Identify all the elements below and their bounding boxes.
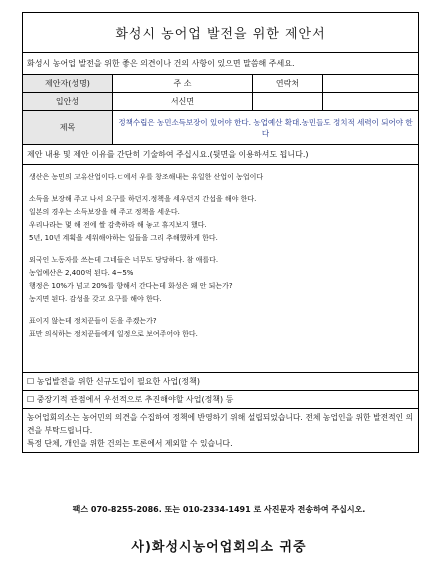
content-line: 5년, 10년 계획을 세워해야하는 일들을 그리 추해했하게 한다. xyxy=(29,234,218,242)
content-heading: 제안 내용 및 제안 이유를 간단히 기술하여 주십시요.(뒷면을 이용하셔도 됩니다.) xyxy=(23,145,418,165)
affiliation-label: 입안성 xyxy=(23,93,113,110)
empty-cell xyxy=(253,93,323,110)
content-line: 외국인 노동자를 쓰는데 그네들은 너무도 당당하다. 참 애를다. xyxy=(29,256,219,264)
check-new-policy[interactable]: ☐ 농업발전을 위한 신규도입이 필요한 사업(정책) xyxy=(23,373,418,391)
fax-instruction: 팩스 070-8255-2086. 또는 010-2334-1491 로 사진문자 전송하여 주십시오. xyxy=(72,505,366,514)
affiliation-row xyxy=(23,93,418,111)
form-intro: 화성시 농어업 발전을 위한 좋은 의견이나 건의 사항이 있으면 말씀해 주세요. xyxy=(23,53,418,75)
address-field[interactable]: 주 소 xyxy=(113,75,253,92)
proposal-form xyxy=(22,12,419,453)
subject-row xyxy=(23,111,418,145)
form-title: 화성시 농어업 발전을 위한 제안서 xyxy=(23,13,418,53)
content-line: 생산은 농민의 고유산업이다.ㄷ에서 우를 창조해내는 유일한 산업이 농업이다 xyxy=(29,173,264,181)
content-line: 표만 의식하는 정치꾼들에게 일정으로 보여주어야 한다. xyxy=(29,330,198,338)
affiliation-field[interactable]: 서신면 xyxy=(113,93,253,110)
contact-label: 연락처 xyxy=(253,75,323,92)
empty-cell xyxy=(323,93,418,110)
footer-recipient: 사)화성시농어업회의소 귀중 xyxy=(131,540,307,555)
content-body[interactable] xyxy=(23,165,418,373)
content-line: 행정은 10%가 넘고 20%를 향해서 간다는데 화성은 왜 안 되는가? xyxy=(29,282,233,290)
notice-line: 특정 단체, 개인을 위한 건의는 토론에서 제외할 수 있습니다. xyxy=(27,439,233,448)
content-line: 농지면 된다. 감성을 갖고 요구를 해야 한다. xyxy=(29,295,162,303)
content-line: 농업예산은 2,400억 된다. 4~5% xyxy=(29,269,134,277)
proposer-label: 제안자(성명) xyxy=(23,75,113,92)
content-line: 소득을 보장해 주고 나서 요구를 하던지.정책을 세우던지 간섭을 해야 한다. xyxy=(29,195,257,203)
notice-line: 농어업회의소는 농어민의 의견을 수집하여 정책에 반영하기 위해 설립되었습니다. 전체 농업인을 위한 발전적인 의견을 부탁드립니다. xyxy=(27,413,414,435)
content-line: 일본의 경우는 소득보장을 해 주고 정책을 세운다. xyxy=(29,208,180,216)
subject-label: 제목 xyxy=(23,111,113,144)
content-line: 표이지 않는데 정치꾼들이 돈을 주겠는가? xyxy=(29,317,157,325)
check-long-term-policy[interactable]: ☐ 중장기적 관점에서 우선적으로 추진해야할 사업(정책) 등 xyxy=(23,391,418,409)
proposer-row xyxy=(23,75,418,93)
contact-field[interactable] xyxy=(323,75,418,92)
notice-block xyxy=(23,409,418,452)
content-line: 우리나라는 몇 해 전에 쌀 감축하라 해 놓고 휴지보지 했다. xyxy=(29,221,207,229)
subject-field[interactable]: 정책수립은 농민소득보장이 있어야 한다. 농업예산 확대.농민들도 정치적 세력이 되어야 한다 xyxy=(118,117,413,138)
